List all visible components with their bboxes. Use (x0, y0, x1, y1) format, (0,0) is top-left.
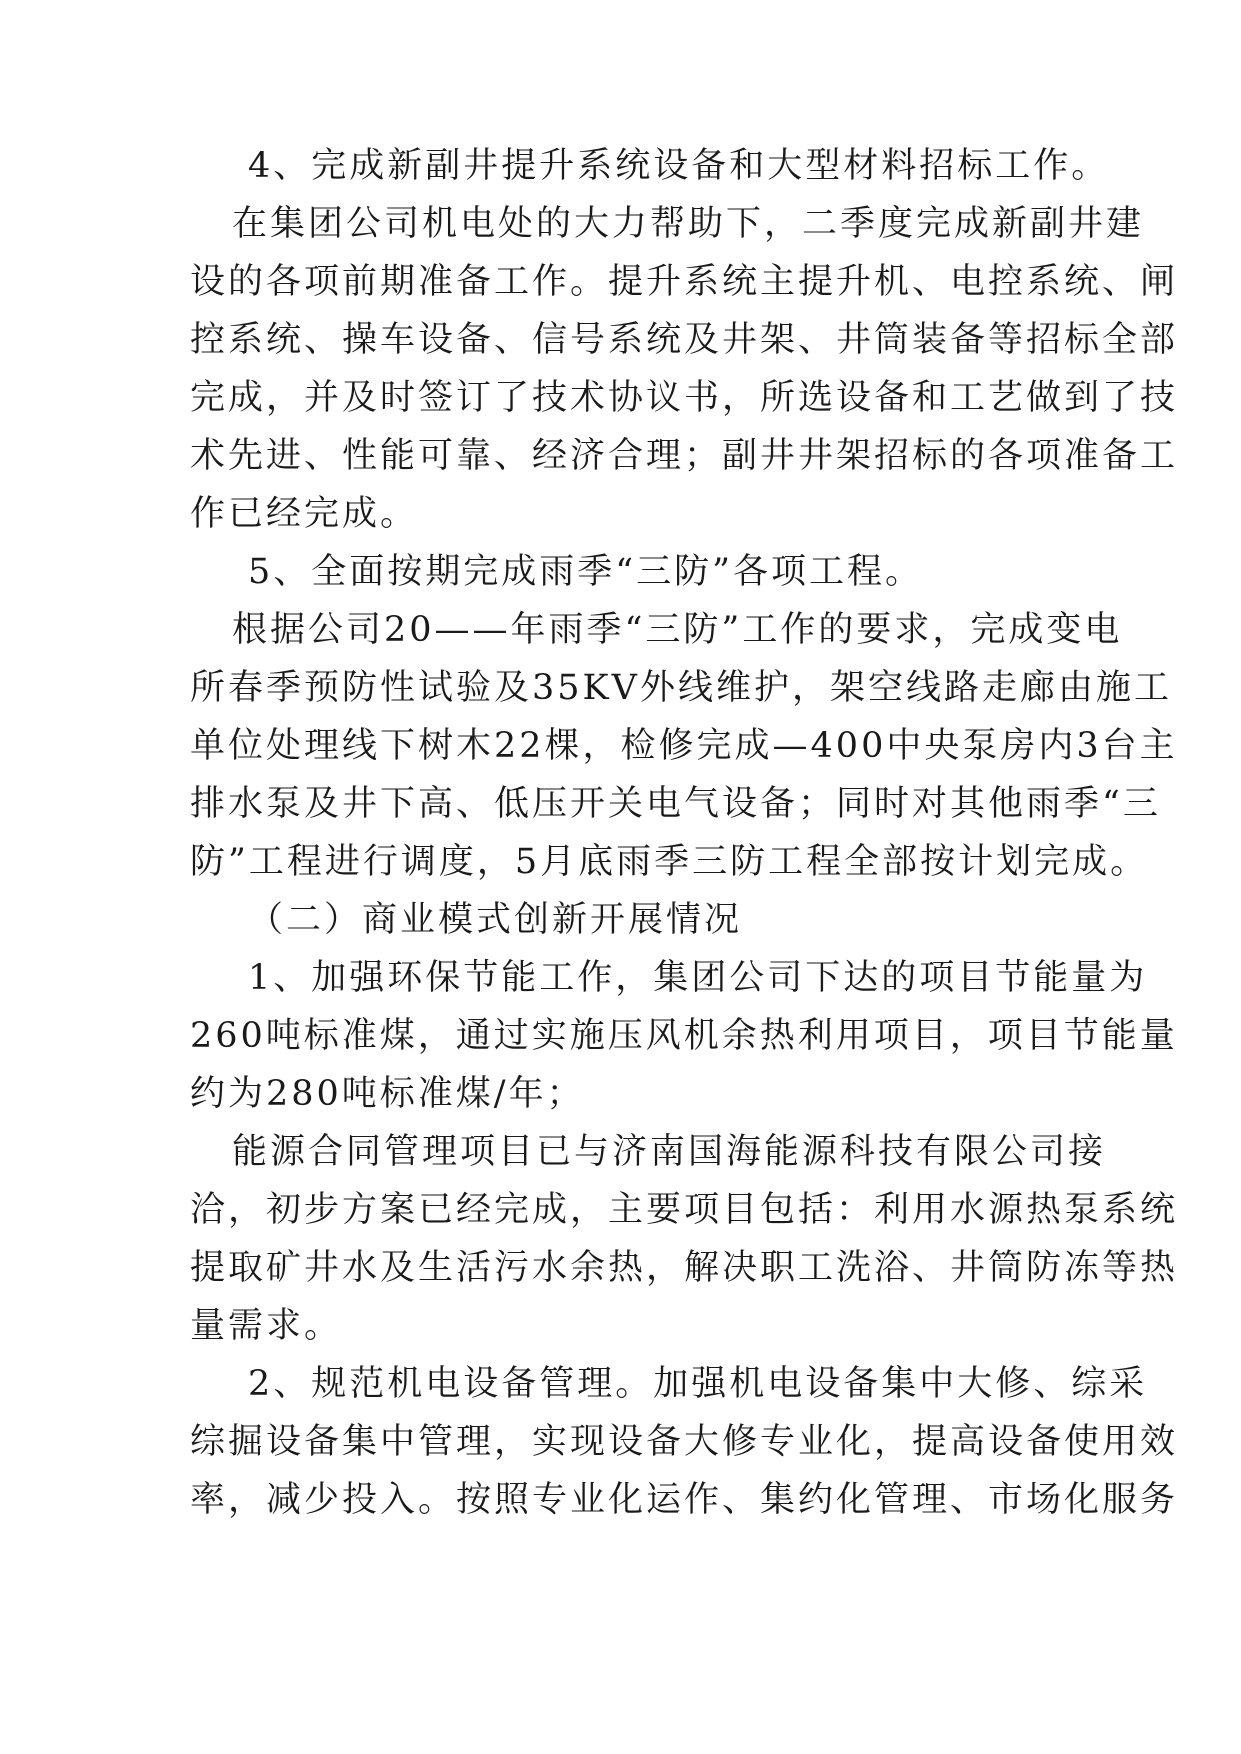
text-line: 设的各项前期准备工作。提升系统主提升机、电控系统、闸 (190, 262, 1179, 302)
text-line: 4、完成新副井提升系统设备和大型材料招标工作。 (248, 146, 1110, 186)
text-line: 在集团公司机电处的大力帮助下，二季度完成新副井建 (232, 204, 1145, 244)
text-line: 综掘设备集中管理，实现设备大修专业化，提高设备使用效 (190, 1422, 1179, 1462)
text-line: 术先进、性能可靠、经济合理；副井井架招标的各项准备工 (190, 436, 1179, 476)
text-line: 作已经完成。 (190, 494, 419, 534)
text-line: 排水泵及井下高、低压开关电气设备；同时对其他雨季“三 (190, 784, 1161, 824)
text-line: 提取矿井水及生活污水余热，解决职工洗浴、井筒防冻等热 (190, 1248, 1179, 1288)
text-line: 约为280吨标准煤/年； (190, 1074, 585, 1114)
text-line: 所春季预防性试验及35KV外线维护，架空线路走廊由施工 (190, 668, 1172, 708)
text-line: 2、规范机电设备管理。加强机电设备集中大修、综采 (248, 1364, 1148, 1404)
text-line: 根据公司20——年雨季“三防”工作的要求，完成变电 (232, 610, 1123, 650)
text-line: 完成，并及时签订了技术协议书，所选设备和工艺做到了技 (190, 378, 1179, 418)
text-line: （二）商业模式创新开展情况 (248, 900, 743, 940)
text-line: 5、全面按期完成雨季“三防”各项工程。 (248, 552, 924, 592)
text-line: 控系统、操车设备、信号系统及井架、井筒装备等招标全部 (190, 320, 1179, 360)
text-line: 260吨标准煤，通过实施压风机余热利用项目，项目节能量 (190, 1016, 1178, 1056)
text-line: 量需求。 (190, 1306, 343, 1346)
text-line: 能源合同管理项目已与济南国海能源科技有限公司接 (232, 1132, 1107, 1172)
text-line: 防”工程进行调度，5月底雨季三防工程全部按计划完成。 (190, 842, 1149, 882)
text-line: 洽，初步方案已经完成，主要项目包括：利用水源热泵系统 (190, 1190, 1179, 1230)
text-line: 单位处理线下树木22棵，检修完成—400中央泵房内3台主 (190, 726, 1178, 766)
text-line: 率，减少投入。按照专业化运作、集约化管理、市场化服务 (190, 1480, 1179, 1520)
text-line: 1、加强环保节能工作，集团公司下达的项目节能量为 (248, 958, 1148, 998)
